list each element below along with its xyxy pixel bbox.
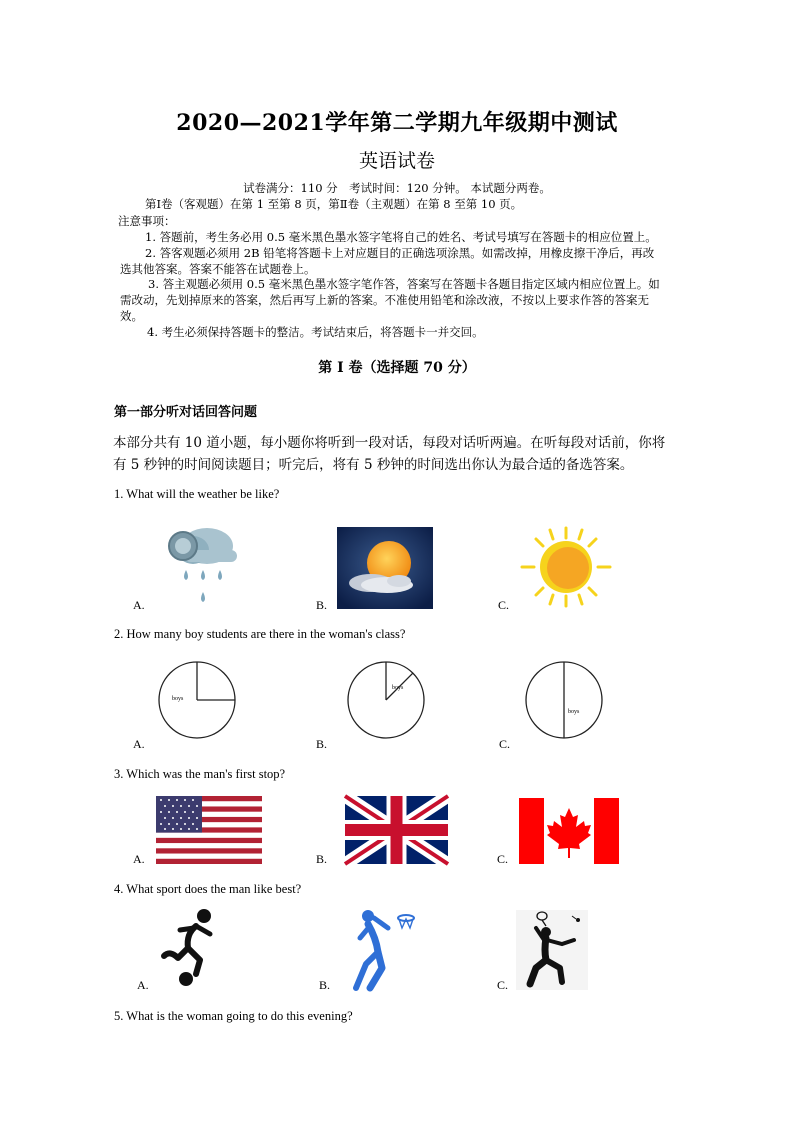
pie-quarter-icon	[157, 660, 237, 740]
note-item: 1. 答题前，考生务必用 0.5 毫米黑色墨水签字笔将自己的姓名、考试号填写在答题卡的相应位置上。	[145, 230, 657, 244]
note-item: 2. 答客观题必须用 2B 铅笔将答题卡上对应题目的正确选项涂黑。如需改掉，用橡皮擦干净后，再改	[145, 246, 655, 260]
part-intro	[113, 432, 688, 476]
note-item: 需改动，先划掉原来的答案，然后再写上新的答案。不准使用铅笔和涂改液，不按以上要求作答的答案无	[120, 293, 649, 307]
question-text: 2. How many boy students are there in the woman's class?	[114, 627, 406, 641]
part-intro-line: 本部分共有 10 道小题，每小题你将听到一段对话，每段对话听两遍。在听每段对话前，你将	[113, 435, 666, 451]
question-text: 4. What sport does the man like best?	[114, 882, 302, 896]
notes-label: 注意事项：	[118, 214, 176, 228]
page-title: 2020—2021学年第二学期九年级期中测试	[176, 110, 618, 136]
badminton-player-icon	[516, 910, 588, 990]
option-label[interactable]: A.	[133, 852, 145, 866]
sun-icon	[520, 526, 612, 608]
rain-cloud-icon	[165, 522, 240, 608]
canada-flag-icon	[519, 798, 619, 864]
pie-label: boys	[392, 685, 404, 691]
option-label[interactable]: C.	[499, 737, 511, 751]
note-item: 效。	[120, 309, 143, 323]
question-text: 3. Which was the man's first stop?	[114, 767, 286, 781]
pie-eighth-icon	[346, 660, 426, 740]
part-title: 第一部分听对话回答问题	[114, 405, 258, 420]
exam-info: 试卷满分：110 分 考试时间：120 分钟。 本试题分两卷。	[243, 181, 551, 195]
option-label[interactable]: C.	[497, 852, 509, 866]
question-text: 5. What is the woman going to do this evening?	[114, 1009, 353, 1023]
note-item: 4. 考生必须保持答题卡的整洁。考试结束后，将答题卡一并交回。	[147, 325, 484, 339]
option-label[interactable]: B.	[319, 978, 331, 992]
option-label[interactable]: A.	[137, 978, 149, 992]
option-label[interactable]: B.	[316, 852, 328, 866]
usa-flag-icon	[156, 796, 262, 864]
page-subtitle: 英语试卷	[358, 150, 435, 172]
volumes-info: 第Ⅰ卷（客观题）在第 1 至第 8 页，第Ⅱ卷（主观题）在第 8 至第 10 页。	[145, 197, 523, 211]
option-label[interactable]: C.	[497, 978, 509, 992]
option-label[interactable]: B.	[316, 598, 328, 612]
note-item: 选其他答案。答案不能答在试题卷上。	[120, 262, 316, 276]
question-text: 1. What will the weather be like?	[114, 487, 280, 501]
option-label[interactable]: A.	[133, 598, 145, 612]
sun-behind-cloud-icon	[337, 527, 433, 609]
option-label[interactable]: A.	[133, 737, 145, 751]
note-item: 3. 答主观题必须用 0.5 毫米黑色墨水签字笔作答，答案写在答题卡各题目指定区域内相应位置上。如	[148, 277, 660, 291]
soccer-player-icon	[160, 908, 222, 988]
part-intro-line: 有 5 秒钟的时间阅读题目；听完后，将有 5 秒钟的时间选出你认为最合适的备选答案。	[113, 457, 634, 473]
basketball-player-icon	[348, 908, 416, 990]
section-title: 第 Ⅰ 卷（选择题 70 分）	[318, 360, 476, 376]
uk-flag-icon	[345, 796, 448, 864]
pie-label: boys	[568, 709, 580, 715]
option-label[interactable]: B.	[316, 737, 328, 751]
option-label[interactable]: C.	[498, 598, 510, 612]
pie-label: boys	[172, 696, 184, 702]
pie-half-icon	[524, 660, 604, 740]
